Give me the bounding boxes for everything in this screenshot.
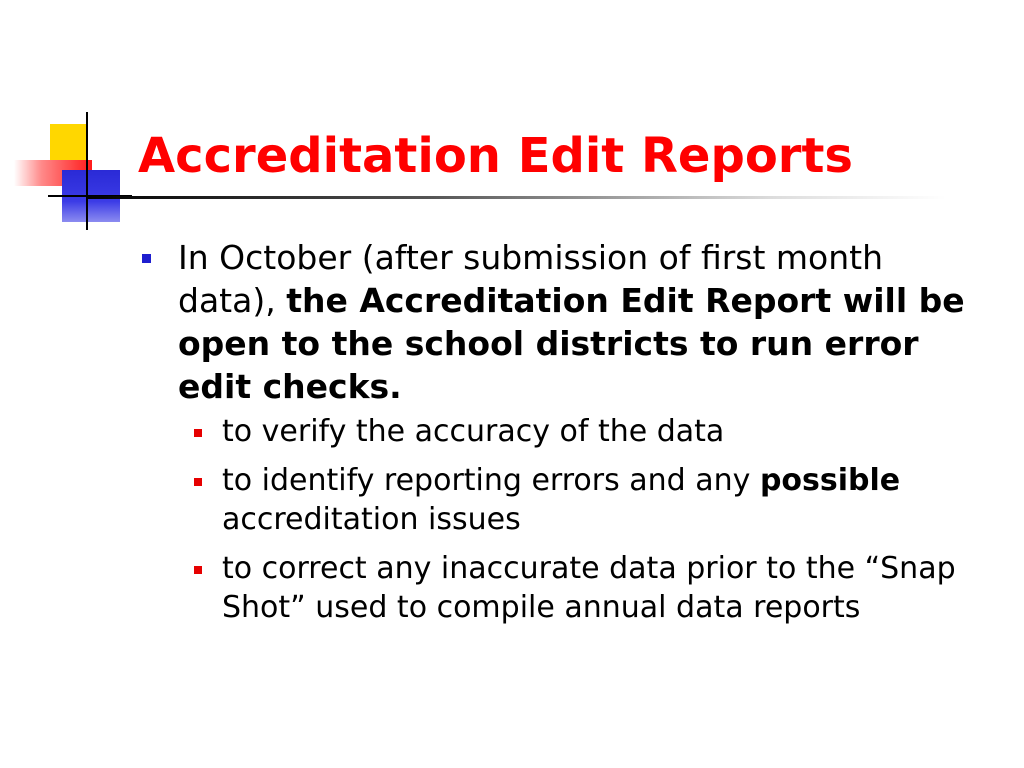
slide-title: Accreditation Edit Reports [138, 128, 853, 184]
square-bullet-icon [194, 478, 202, 486]
slide-body [140, 236, 990, 637]
sub-bullet-text: to correct any inaccurate data prior to the “Snap Shot” used to compile annual data reports [222, 551, 956, 625]
square-bullet-icon [194, 566, 202, 574]
sub-bullet-bold-text: possible [759, 463, 901, 498]
logo-vertical-line [86, 112, 88, 230]
sub-bullet-text-tail: accreditation issues [222, 502, 521, 537]
sub-bullet-item [140, 412, 990, 451]
sub-bullet-item [140, 549, 990, 627]
main-bullet-bold-text: the Accreditation Edit Report will be open to the school districts to run error edit checks. [178, 281, 965, 406]
title-underline [86, 196, 946, 199]
sub-bullet-text: to identify reporting errors and any [222, 463, 760, 498]
square-bullet-icon [142, 254, 151, 263]
sub-bullet-list [140, 412, 990, 627]
main-bullet-text: In October (after submission of first month data), [178, 238, 884, 320]
square-bullet-icon [194, 429, 202, 437]
slide-logo-decoration [0, 0, 160, 240]
sub-bullet-item [140, 461, 990, 539]
main-bullet [140, 236, 990, 408]
sub-bullet-text: to verify the accuracy of the data [222, 414, 725, 449]
